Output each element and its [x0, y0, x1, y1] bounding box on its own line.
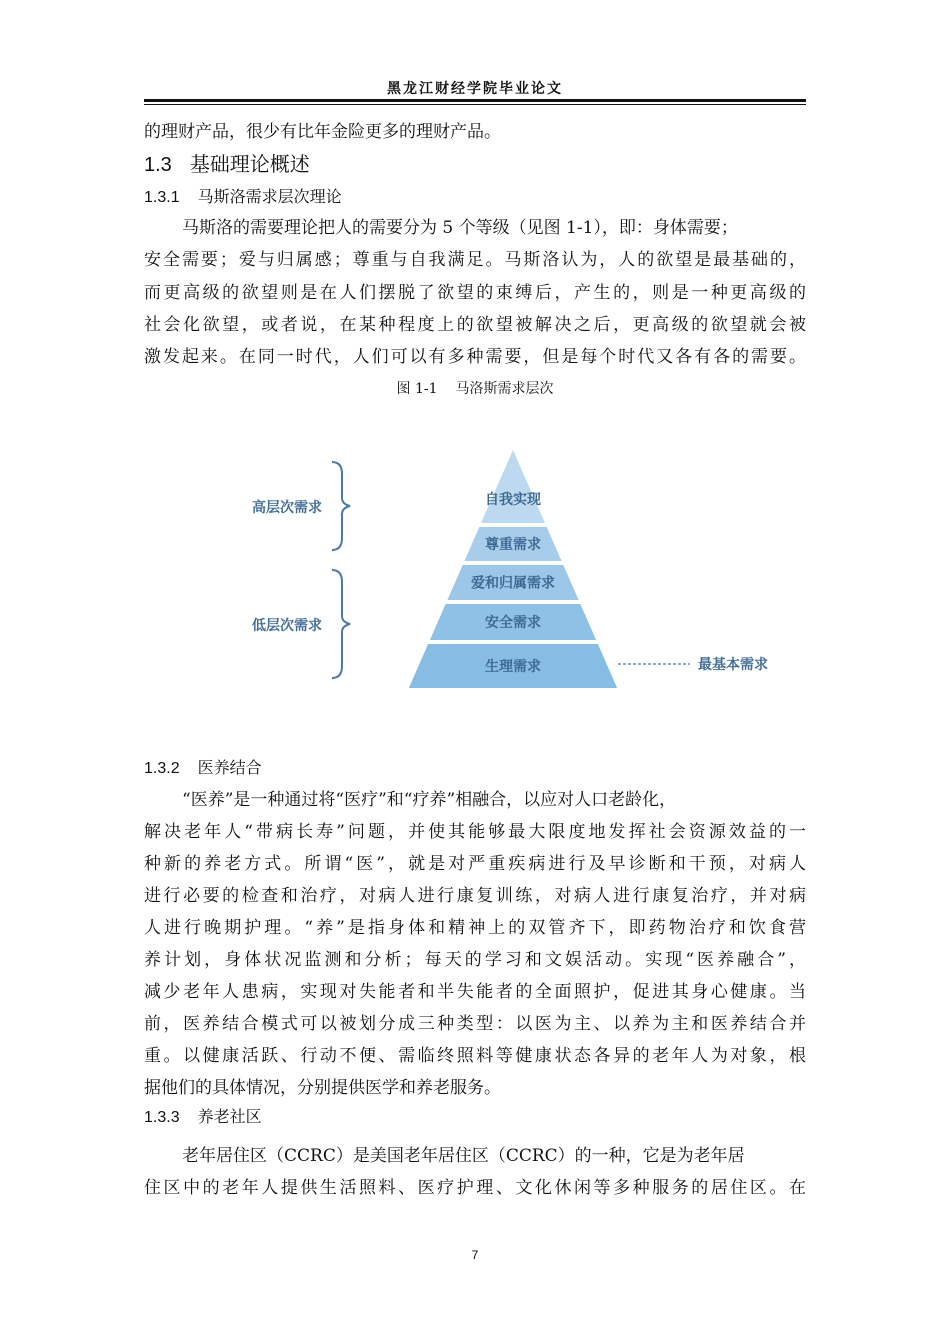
section-title: 马斯洛需求层次理论: [197, 187, 342, 206]
maslow-pyramid-figure: [240, 440, 800, 710]
pyramid-tier-label: 自我实现: [485, 492, 541, 508]
section-title: 医养结合: [197, 758, 262, 777]
paragraph-line: 据他们的具体情况，分别提供医学和养老服务。: [144, 1078, 501, 1098]
section-number: 1.3: [144, 154, 172, 176]
figure-caption-text: 马洛斯需求层次: [455, 381, 554, 397]
figure-caption: [0, 378, 950, 398]
section-title: 养老社区: [197, 1107, 262, 1126]
paragraph-line: 种新的养老方式。所谓“医”，就是对严重疾病进行及早诊断和干预，对病人: [144, 854, 806, 874]
pyramid-tier-label: 尊重需求: [485, 537, 541, 553]
lower-group-label: 低层次需求: [252, 618, 322, 634]
header-rule-thin: [144, 104, 806, 105]
page-number: 7: [471, 1248, 479, 1262]
section-heading-1-3-2: [144, 758, 262, 779]
figure-caption-number: 图 1-1: [396, 381, 438, 397]
section-heading-1-3: [144, 152, 310, 177]
paragraph-line: 老年居住区（CCRC）是美国老年居住区（CCRC）的一种，它是为老年居: [182, 1146, 745, 1166]
paragraph-line: “医养”是一种通过将“医疗”和“疗养”相融合，以应对人口老龄化，: [182, 790, 677, 810]
lower-bracket: [332, 570, 350, 678]
section-number: 1.3.3: [144, 1109, 180, 1126]
pyramid-tier-label: 安全需求: [485, 615, 541, 631]
section-number: 1.3.2: [144, 760, 180, 777]
paragraph-line: 重。以健康活跃、行动不便、需临终照料等健康状态各异的老年人为对象，根: [144, 1046, 806, 1066]
pyramid-tier: [481, 450, 545, 523]
paragraph-line: 养计划，身体状况监测和分析；每天的学习和文娱活动。实现“医养融合”，: [144, 950, 806, 970]
paragraph-line: 解决老年人“带病长寿”问题，并使其能够最大限度地发挥社会资源效益的一: [144, 822, 806, 842]
paragraph-line: 马斯洛的需要理论把人的需要分为 5 个等级（见图 1-1），即：身体需要；: [182, 218, 738, 238]
section-number: 1.3.1: [144, 189, 180, 206]
section-title: 基础理论概述: [189, 152, 310, 176]
base-need-label: 最基本需求: [698, 657, 768, 673]
paragraph-line: 人进行晚期护理。“养”是指身体和精神上的双管齐下，即药物治疗和饮食营: [144, 918, 806, 938]
paragraph-line: 激发起来。在同一时代，人们可以有多种需要，但是每个时代又各有各的需要。: [144, 347, 806, 367]
paragraph-line: 前，医养结合模式可以被划分成三种类型：以医为主、以养为主和医养结合并: [144, 1014, 806, 1034]
paragraph-line: 减少老年人患病，实现对失能者和半失能者的全面照护，促进其身心健康。当: [144, 982, 806, 1002]
header-rule-thick: [144, 99, 806, 102]
page-header-title: 黑龙江财经学院毕业论文: [387, 81, 563, 97]
paragraph-line: 住区中的老年人提供生活照料、医疗护理、文化休闲等多种服务的居住区。在: [144, 1178, 806, 1198]
section-heading-1-3-3: [144, 1107, 262, 1128]
paragraph-line: 社会化欲望，或者说，在某种程度上的欲望被解决之后，更高级的欲望就会被: [144, 315, 806, 335]
pyramid-tier-label: 生理需求: [485, 659, 541, 675]
upper-bracket: [332, 462, 350, 550]
paragraph-line: 进行必要的检查和治疗，对病人进行康复训练，对病人进行康复治疗，并对病: [144, 886, 806, 906]
upper-group-label: 高层次需求: [252, 500, 322, 516]
section-heading-1-3-1: [144, 187, 342, 208]
pyramid-tier-label: 爱和归属需求: [471, 575, 555, 592]
paragraph-line: 的理财产品，很少有比年金险更多的理财产品。: [144, 122, 501, 142]
paragraph-line: 而更高级的欲望则是在人们摆脱了欲望的束缚后，产生的，则是一种更高级的: [144, 283, 806, 303]
paragraph-line: 安全需要；爱与归属感；尊重与自我满足。马斯洛认为，人的欲望是最基础的，: [144, 250, 806, 270]
